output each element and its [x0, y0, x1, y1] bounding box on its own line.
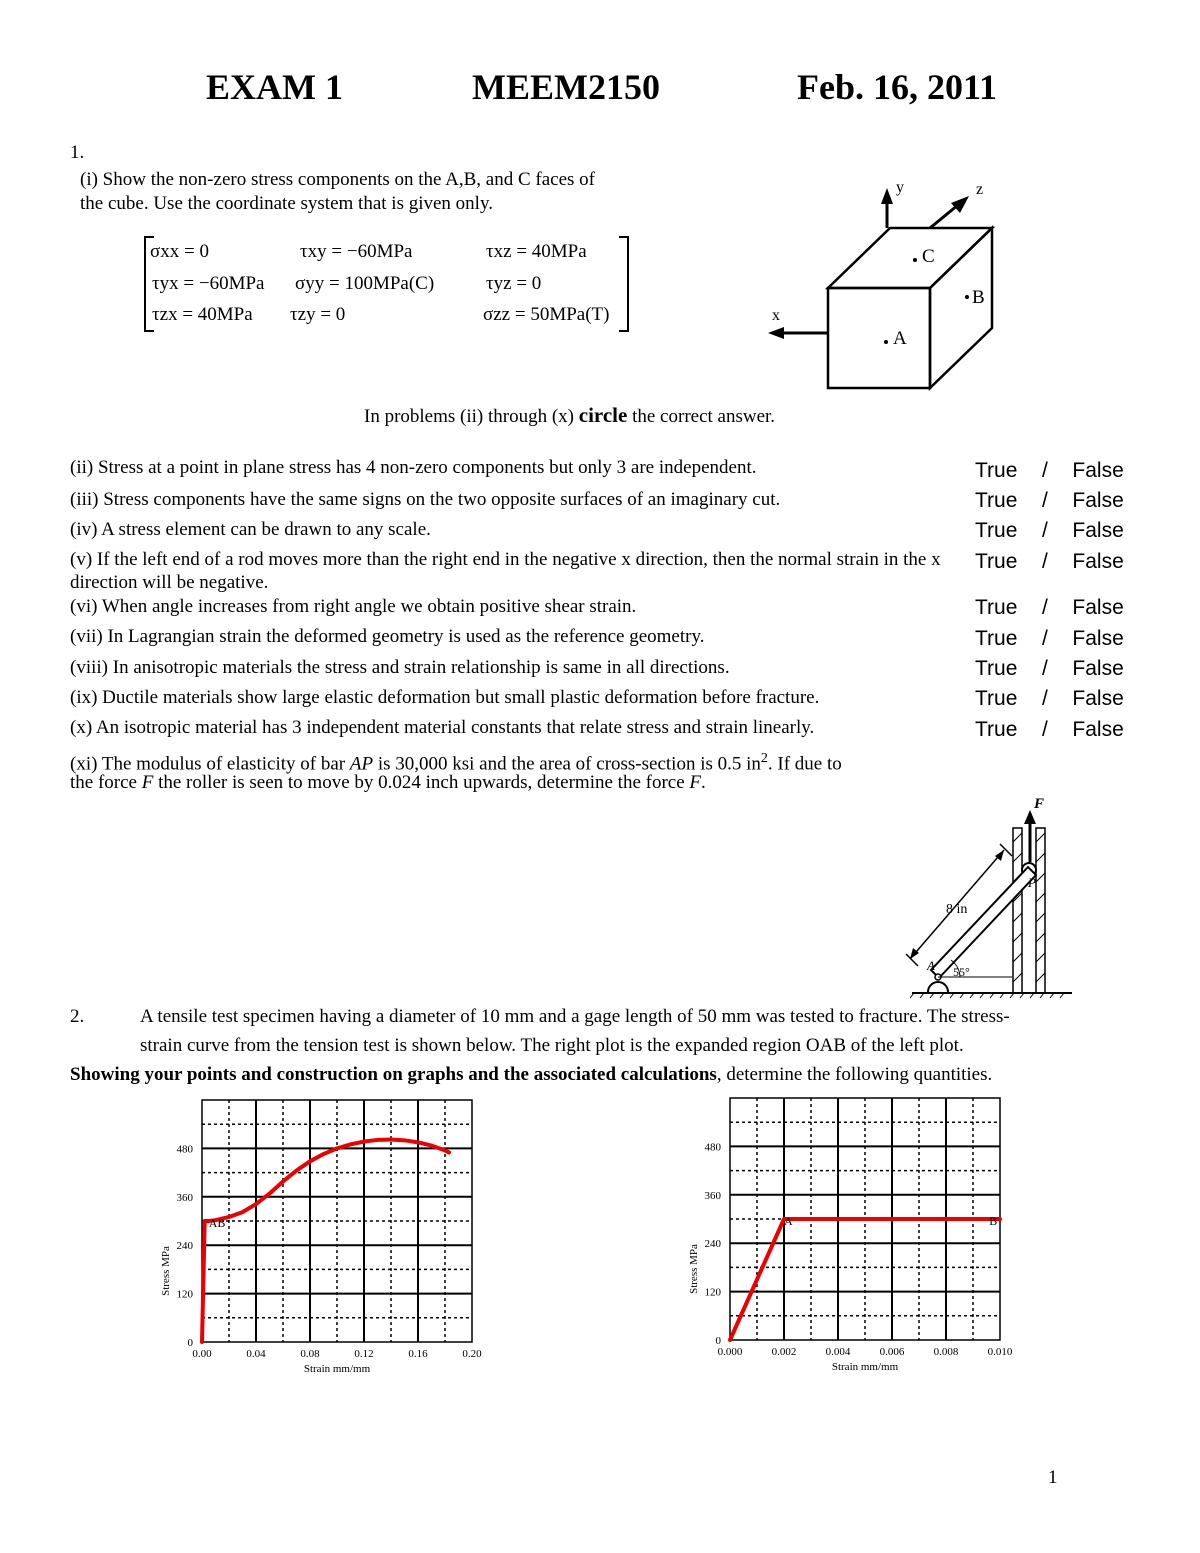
x-tick-label: 0.16: [408, 1348, 428, 1360]
y-axis-label: y: [896, 179, 904, 196]
face-a-point: [884, 340, 888, 344]
false-option[interactable]: False: [1072, 596, 1124, 619]
y-tick-label: 360: [176, 1191, 193, 1204]
slash: /: [1041, 687, 1048, 710]
x-tick-label: 0.08: [300, 1348, 320, 1360]
matrix-cell-tzy: τzy = 0: [290, 304, 346, 325]
slash: /: [1041, 519, 1048, 542]
y-tick-label: 480: [704, 1141, 721, 1154]
answer-iii[interactable]: [975, 489, 1124, 513]
y-tick-label: 360: [704, 1189, 721, 1202]
x-tick-label: 0.006: [879, 1346, 905, 1358]
y-axis-label: Stress MPa: [688, 1244, 700, 1294]
x-tick-label: 0.04: [246, 1348, 266, 1360]
circle-instruction-bold: circle: [578, 403, 628, 427]
curve-annotation: A: [784, 1214, 793, 1229]
stress-strain-chart-expanded: [675, 1090, 1025, 1390]
exam-title: EXAM 1: [206, 67, 343, 107]
matrix-cell-tyx: τyx = −60MPa: [152, 273, 265, 294]
curve-annotation: B: [989, 1214, 998, 1229]
statement-ii: (ii) Stress at a point in plane stress has 4 non-zero components but only 3 are independent.: [70, 457, 757, 478]
circle-instruction-pre: In problems (ii) through (x): [364, 406, 579, 427]
x-tick-label: 0.002: [771, 1346, 797, 1358]
answer-viii[interactable]: [975, 657, 1124, 681]
face-b-point: [965, 295, 969, 299]
statement-viii: (viii) In anisotropic materials the stress and strain relationship is same in all directions.: [70, 657, 730, 678]
slash: /: [1041, 718, 1048, 741]
matrix-cell-txy: τxy = −60MPa: [300, 241, 413, 262]
x-tick-label: 0.20: [462, 1348, 482, 1360]
true-option[interactable]: True: [975, 627, 1018, 650]
y-tick-label: 240: [704, 1238, 721, 1251]
xi-force-f: F: [141, 772, 154, 793]
x-tick-label: 0.000: [717, 1346, 743, 1358]
matrix-cell-txz: τxz = 40MPa: [486, 241, 587, 262]
false-option[interactable]: False: [1072, 657, 1124, 680]
q2-line3-bold: Showing your points and construction on graphs and the associated calculations: [70, 1064, 717, 1085]
statement-vii: (vii) In Lagrangian strain the deformed geometry is used as the reference geometry.: [70, 626, 705, 647]
true-option[interactable]: True: [975, 657, 1018, 680]
y-tick-label: 120: [176, 1288, 193, 1301]
z-axis-label: z: [976, 181, 984, 198]
false-option[interactable]: False: [1072, 489, 1124, 512]
false-option[interactable]: False: [1072, 687, 1124, 710]
face-c-label: C: [922, 246, 935, 267]
xi-text-e: the roller is seen to move by 0.024 inch upwards, determine the force: [153, 772, 690, 793]
slash: /: [1041, 596, 1048, 619]
true-option[interactable]: True: [975, 519, 1018, 542]
matrix-right-bracket: [619, 236, 629, 332]
statement-iii: (iii) Stress components have the same signs on the two opposite surfaces of an imaginary cut.: [70, 489, 781, 510]
x-tick-label: 0.12: [354, 1348, 374, 1360]
true-option[interactable]: True: [975, 459, 1018, 482]
cube-top-face: [828, 228, 992, 288]
xi-superscript: 2: [760, 751, 768, 766]
xi-text-c: . If due to: [767, 753, 842, 775]
statement-xi-line2: [70, 771, 706, 794]
matrix-cell-sxx: σxx = 0: [150, 241, 209, 262]
x-axis-label: Strain mm/mm: [303, 1363, 371, 1375]
answer-vi[interactable]: [975, 596, 1124, 620]
false-option[interactable]: False: [1072, 459, 1124, 482]
statement-iv: (iv) A stress element can be drawn to any scale.: [70, 519, 431, 540]
statement-v: (v) If the left end of a rod moves more than the right end in the negative x direction, then the normal strain in the x direction will be negative.: [70, 549, 941, 593]
true-option[interactable]: True: [975, 550, 1018, 573]
x-tick-label: 0.00: [192, 1348, 212, 1360]
statement-vi: (vi) When angle increases from right angle we obtain positive shear strain.: [70, 596, 637, 617]
course-code: MEEM2150: [472, 67, 660, 107]
stress-cube-diagram: [760, 170, 1020, 400]
cube-side-face: [930, 228, 992, 388]
z-axis-line: [930, 205, 958, 228]
xi-text-d: the force: [70, 772, 142, 793]
q1-part-i-line2: the cube. Use the coordinate system that is given only.: [80, 193, 493, 214]
y-tick-label: 240: [176, 1240, 193, 1253]
true-option[interactable]: True: [975, 489, 1018, 512]
matrix-cell-syy: σyy = 100MPa(C): [295, 273, 435, 294]
x-tick-label: 0.004: [825, 1346, 851, 1358]
exam-date: Feb. 16, 2011: [797, 67, 998, 107]
slash: /: [1041, 489, 1048, 512]
point-a-label: A: [927, 958, 935, 973]
false-option[interactable]: False: [1072, 550, 1124, 573]
stress-strain-curve: [202, 1140, 449, 1342]
y-axis-label: Stress MPa: [160, 1246, 172, 1296]
q2-line3: [70, 1063, 992, 1086]
force-arrowhead: [1024, 810, 1036, 824]
bar-roller-diagram: [900, 792, 1080, 1002]
answer-v[interactable]: [975, 550, 1124, 574]
statement-ix: (ix) Ductile materials show large elastic deformation but small plastic deformation before fracture.: [70, 687, 820, 708]
false-option[interactable]: False: [1072, 718, 1124, 741]
answer-iv[interactable]: [975, 519, 1124, 543]
y-tick-label: 120: [704, 1286, 721, 1299]
q2-number: 2.: [70, 1006, 85, 1027]
angle-label: 55°: [953, 965, 970, 979]
y-tick-label: 0: [187, 1337, 193, 1349]
xi-text-f: .: [701, 772, 706, 793]
false-option[interactable]: False: [1072, 627, 1124, 650]
face-b-label: B: [972, 287, 985, 308]
left-wall: [1013, 828, 1022, 993]
y-tick-label: 0: [715, 1335, 721, 1347]
circle-instruction-post: the correct answer.: [627, 406, 776, 427]
slash: /: [1041, 459, 1048, 482]
page-number: 1: [1048, 1467, 1058, 1488]
q2-line3-rest: , determine the following quantities.: [716, 1064, 993, 1085]
q2-line2: strain curve from the tension test is shown below. The right plot is the expanded region OAB of the left plot.: [140, 1035, 964, 1056]
force-label: F: [1034, 796, 1045, 812]
slash: /: [1041, 657, 1048, 680]
point-p-label: P: [1028, 875, 1036, 890]
true-option[interactable]: True: [975, 596, 1018, 619]
matrix-cell-tyz: τyz = 0: [486, 273, 542, 294]
matrix-cell-tzx: τzx = 40MPa: [152, 304, 253, 325]
answer-ix[interactable]: [975, 687, 1124, 711]
xi-bar-ap: AP: [349, 753, 374, 775]
slash: /: [1041, 550, 1048, 573]
x-axis-arrowhead: [768, 327, 784, 339]
statement-x: (x) An isotropic material has 3 independent material constants that relate stress and strain linearly.: [70, 717, 815, 738]
x-tick-label: 0.010: [987, 1346, 1013, 1358]
q1-part-i-line1: (i) Show the non-zero stress components on the A,B, and C faces of: [80, 169, 596, 190]
y-tick-label: 480: [176, 1143, 193, 1156]
cube-front-face: [828, 288, 930, 388]
slash: /: [1041, 627, 1048, 650]
answer-ii[interactable]: [975, 459, 1124, 483]
answer-x[interactable]: [975, 718, 1124, 742]
length-label: 8 in: [946, 902, 968, 917]
false-option[interactable]: False: [1072, 519, 1124, 542]
x-axis-label: x: [772, 307, 780, 324]
circle-instruction: [364, 404, 775, 428]
xi-text-a: (xi) The modulus of elasticity of bar: [70, 753, 350, 775]
true-option[interactable]: True: [975, 718, 1018, 741]
q2-line1: A tensile test specimen having a diameter of 10 mm and a gage length of 50 mm was tested to fracture. The stress-: [140, 1006, 1010, 1027]
matrix-cell-szz: σzz = 50MPa(T): [483, 304, 610, 325]
face-c-point: [913, 258, 917, 262]
y-axis-arrowhead: [881, 188, 893, 204]
xi-text-b: is 30,000 ksi and the area of cross-section is 0.5 in: [373, 753, 761, 775]
face-a-label: A: [893, 328, 907, 349]
right-wall: [1036, 828, 1045, 993]
q1-number: 1.: [70, 142, 85, 163]
x-axis-label: Strain mm/mm: [831, 1361, 899, 1373]
answer-vii[interactable]: [975, 627, 1124, 651]
pin-support: [928, 982, 948, 992]
curve-annotation: AB: [208, 1216, 226, 1231]
x-tick-label: 0.008: [933, 1346, 959, 1358]
stress-strain-chart-full: [150, 1090, 500, 1390]
xi-force-f2: F: [689, 772, 702, 793]
true-option[interactable]: True: [975, 687, 1018, 710]
